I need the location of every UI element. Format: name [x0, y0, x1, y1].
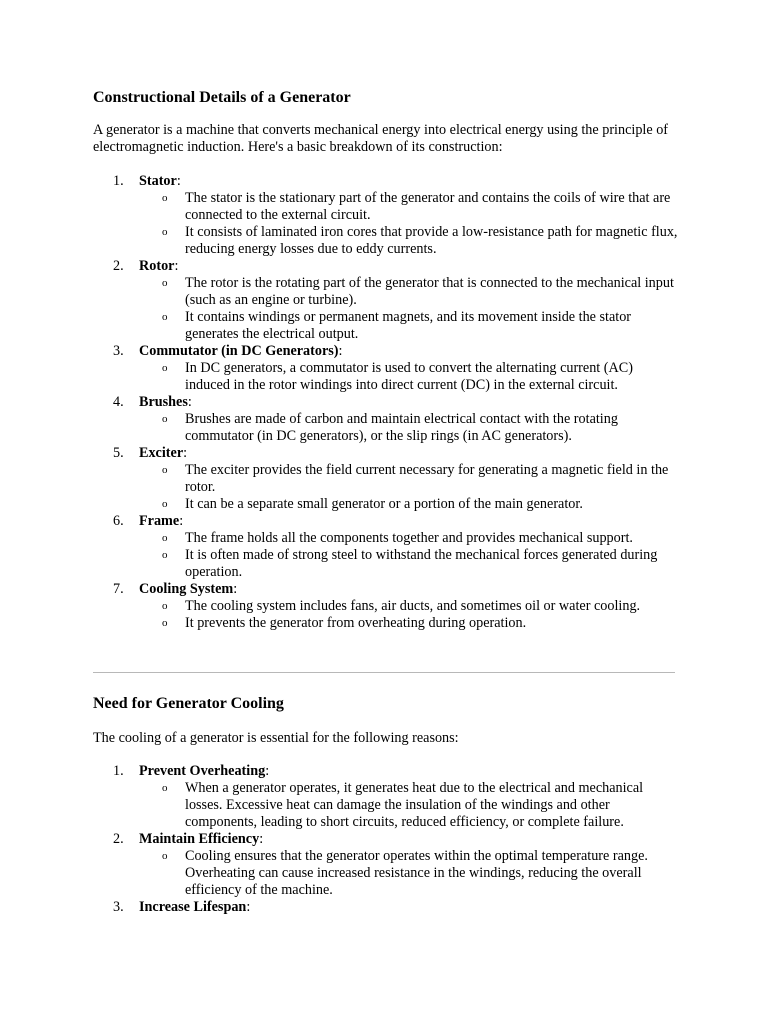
- sub-list-item: [139, 615, 678, 632]
- bullet-icon: o: [162, 532, 168, 544]
- bullet-icon: o: [162, 413, 168, 425]
- bullet-icon: o: [162, 549, 168, 561]
- bullet-icon: o: [162, 782, 168, 794]
- sub-list-item: [139, 547, 678, 581]
- list-item: [93, 394, 678, 445]
- sub-list-item: [139, 309, 678, 343]
- list-item: [93, 831, 678, 899]
- term-colon: :: [246, 899, 251, 915]
- list-item: [93, 173, 678, 258]
- sub-item-text: The exciter provides the field current necessary for generating a magnetic field in the rotor.: [185, 462, 669, 495]
- section-intro-cooling: The cooling of a generator is essential for the following reasons:: [93, 730, 459, 746]
- bullet-icon: o: [162, 226, 168, 238]
- term-colon: :: [233, 581, 238, 597]
- sub-list-item: [139, 190, 678, 224]
- list-term: Prevent Overheating: [139, 763, 266, 779]
- list-term: Increase Lifespan: [139, 899, 247, 915]
- sub-item-text: The rotor is the rotating part of the generator that is connected to the mechanical input (such as an engine or turbine).: [185, 275, 674, 308]
- list-item: [93, 581, 678, 632]
- sub-item-text: It can be a separate small generator or a portion of the main generator.: [185, 496, 583, 512]
- sub-item-text: It consists of laminated iron cores that provide a low-resistance path for magnetic flux, reducing energy losses due to eddy currents.: [185, 224, 678, 257]
- list-term: Commutator (in DC Generators): [139, 343, 339, 359]
- cooling-reasons-list: [93, 763, 678, 916]
- list-number: 3.: [113, 343, 124, 359]
- construction-parts-list: [93, 173, 678, 632]
- sub-item-text: The stator is the stationary part of the generator and contains the coils of wire that are connected to the external circuit.: [185, 190, 671, 223]
- list-item: [93, 763, 678, 831]
- sub-list: [139, 530, 678, 581]
- bullet-icon: o: [162, 600, 168, 612]
- bullet-icon: o: [162, 192, 168, 204]
- sub-list: [139, 411, 678, 445]
- term-colon: :: [259, 831, 264, 847]
- sub-list: [139, 780, 678, 831]
- bullet-icon: o: [162, 277, 168, 289]
- list-item: [93, 445, 678, 513]
- bullet-icon: o: [162, 464, 168, 476]
- sub-list-item: [139, 496, 678, 513]
- term-colon: :: [187, 394, 192, 410]
- section-intro-construction: A generator is a machine that converts mechanical energy into electrical energy using the principle of electromagnetic induction. Here's a basic breakdown of its construction:: [93, 122, 669, 155]
- sub-item-text: It contains windings or permanent magnets, and its movement inside the stator generates the electrical output.: [185, 309, 632, 342]
- list-number: 7.: [113, 581, 124, 597]
- sub-list-item: [139, 411, 678, 445]
- list-number: 6.: [113, 513, 124, 529]
- list-item: [93, 258, 678, 343]
- sub-item-text: When a generator operates, it generates heat due to the electrical and mechanical losses. Excessive heat can damage the insulation of the windings and other components, leading to short circuits, reduced efficiency, or complete failure.: [185, 780, 644, 830]
- list-item: [93, 899, 678, 916]
- list-term: Frame: [139, 513, 180, 529]
- sub-item-text: Cooling ensures that the generator operates within the optimal temperature range. Overheating can cause increased resistance in the windings, reducing the overall efficiency of the machine.: [185, 848, 648, 898]
- bullet-icon: o: [162, 362, 168, 374]
- sub-list-item: [139, 275, 678, 309]
- sub-list-item: [139, 530, 678, 547]
- list-term: Exciter: [139, 445, 184, 461]
- sub-list-item: [139, 360, 678, 394]
- list-term: Stator: [139, 173, 177, 189]
- sub-list: [139, 190, 678, 258]
- list-number: 2.: [113, 258, 124, 274]
- sub-list: [139, 275, 678, 343]
- list-term: Cooling System: [139, 581, 234, 597]
- list-number: 2.: [113, 831, 124, 847]
- list-number: 1.: [113, 173, 124, 189]
- list-term: Brushes: [139, 394, 188, 410]
- term-colon: :: [265, 763, 270, 779]
- sub-list: [139, 848, 678, 899]
- list-number: 5.: [113, 445, 124, 461]
- horizontal-divider: [93, 672, 675, 673]
- bullet-icon: o: [162, 498, 168, 510]
- list-number: 3.: [113, 899, 124, 915]
- sub-list-item: [139, 780, 678, 831]
- list-number: 1.: [113, 763, 124, 779]
- section-heading-construction: Constructional Details of a Generator: [93, 89, 351, 106]
- sub-item-text: The cooling system includes fans, air ducts, and sometimes oil or water cooling.: [185, 598, 641, 614]
- list-term: Rotor: [139, 258, 175, 274]
- term-colon: :: [179, 513, 184, 529]
- term-colon: :: [338, 343, 343, 359]
- list-term: Maintain Efficiency: [139, 831, 260, 847]
- term-colon: :: [176, 173, 181, 189]
- section-heading-cooling: Need for Generator Cooling: [93, 695, 284, 712]
- term-colon: :: [183, 445, 188, 461]
- sub-item-text: It is often made of strong steel to withstand the mechanical forces generated during operation.: [185, 547, 658, 580]
- list-number: 4.: [113, 394, 124, 410]
- sub-list-item: [139, 462, 678, 496]
- sub-item-text: The frame holds all the components together and provides mechanical support.: [185, 530, 633, 546]
- sub-item-text: Brushes are made of carbon and maintain electrical contact with the rotating commutator (in DC generators), or the slip rings (in AC generators).: [185, 411, 618, 444]
- sub-list: [139, 360, 678, 394]
- bullet-icon: o: [162, 311, 168, 323]
- bullet-icon: o: [162, 617, 168, 629]
- sub-list: [139, 598, 678, 632]
- sub-item-text: In DC generators, a commutator is used to convert the alternating current (AC) induced in the rotor windings into direct current (DC) in the external circuit.: [185, 360, 633, 393]
- list-item: [93, 513, 678, 581]
- sub-list-item: [139, 848, 678, 899]
- sub-list: [139, 462, 678, 513]
- sub-list-item: [139, 224, 678, 258]
- list-item: [93, 343, 678, 394]
- bullet-icon: o: [162, 850, 168, 862]
- sub-item-text: It prevents the generator from overheating during operation.: [185, 615, 527, 631]
- sub-list-item: [139, 598, 678, 615]
- term-colon: :: [174, 258, 179, 274]
